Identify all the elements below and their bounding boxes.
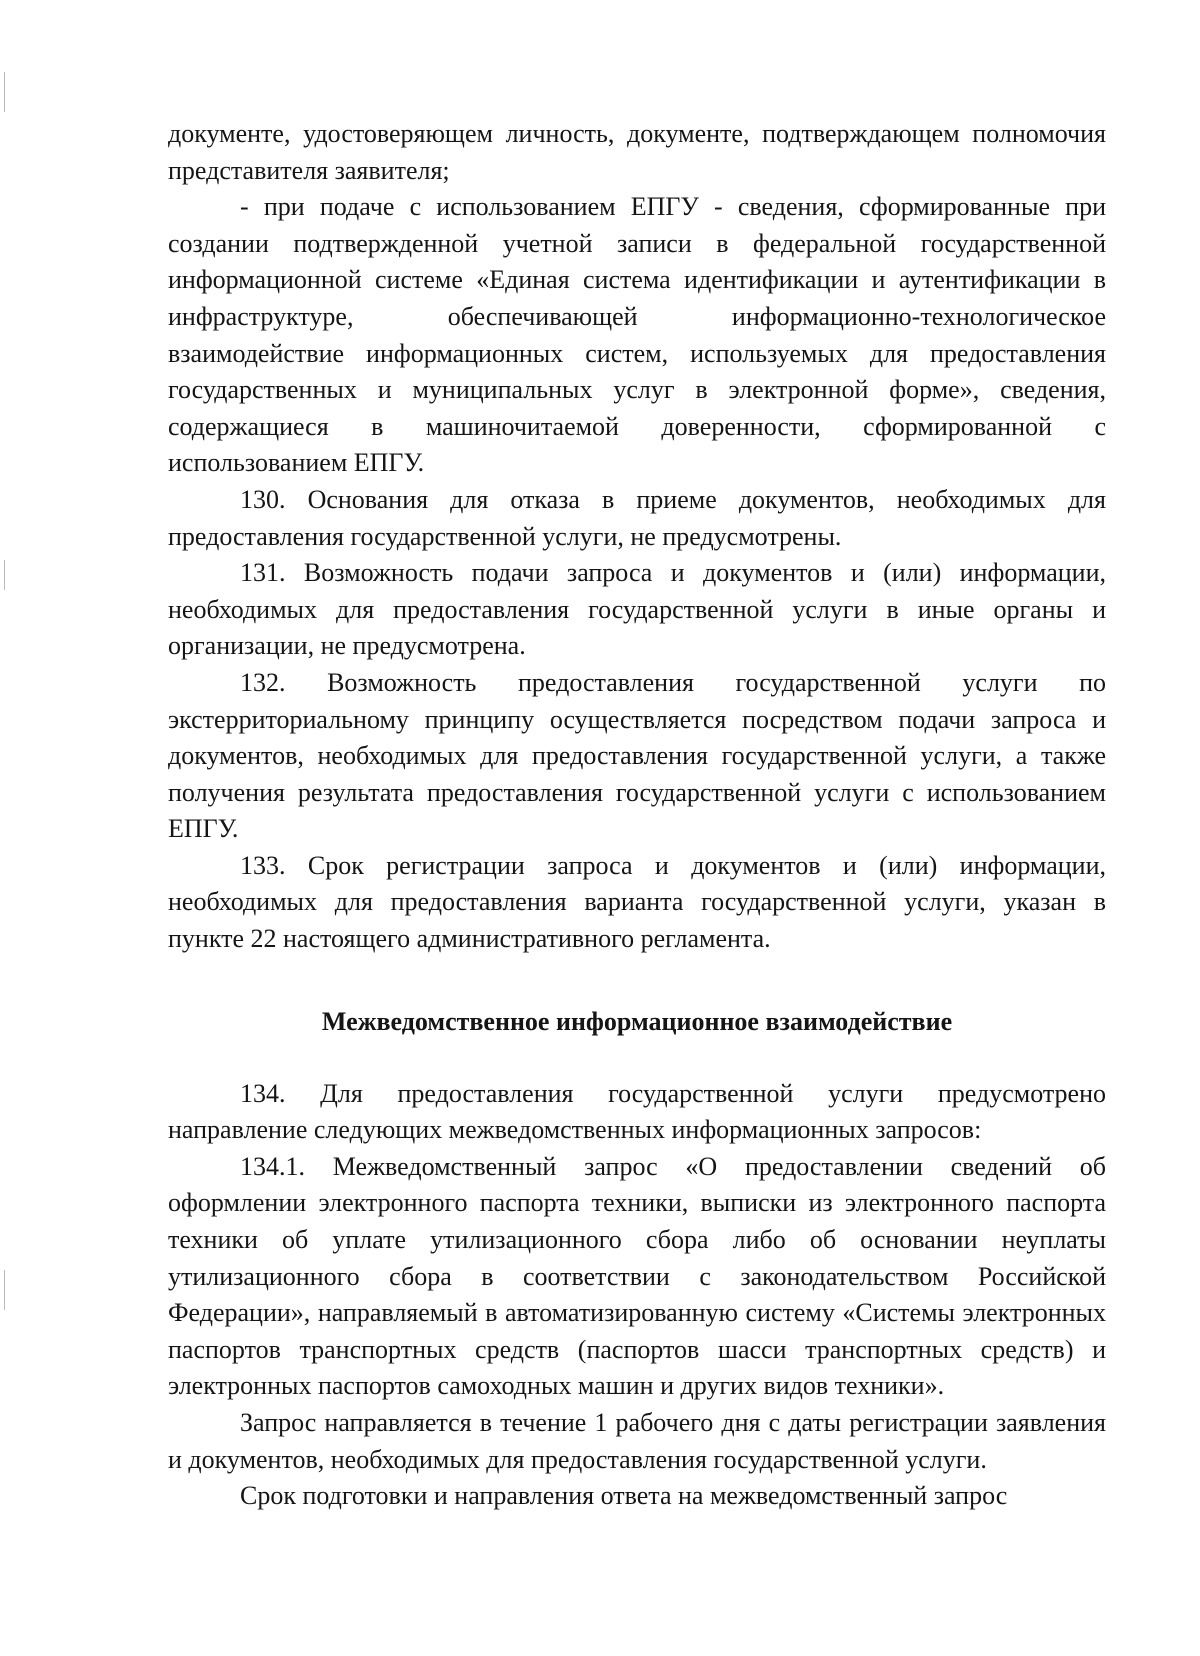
spacer (168, 1040, 1106, 1076)
paragraph-epgu-info: - при подаче с использованием ЕПГУ - сведения, сформированные при создании подтвержденной учетной записи в федеральной государственной информационной системе «Единая система идентификации и аутентификации в инфраструктуре, обеспечивающей информационно-технологическое взаимодействие информационных систем, используемых для предоставления государственных и муниципальных услуг в электронной форме», сведения, содержащиеся в машиночитаемой доверенности, сформированной с использованием ЕПГУ. (168, 192, 1106, 478)
paragraph-132: 132. Возможность предоставления государственной услуги по экстерриториальному принципу осуществляется посредством подачи запроса и документов, необходимых для предоставления государственной услуги, а также получения результата предоставления государственной услуги с использованием ЕПГУ. (168, 667, 1106, 844)
scan-edge-mark (4, 1270, 5, 1310)
paragraph-134-1: 134.1. Межведомственный запрос «О предоставлении сведений об оформлении электронного паспорта техники, выписки из электронного паспорта техники об уплате утилизационного сбора либо об основании неуплаты утилизационного сбора в соответствии с законодательством Российской Федерации», направляемый в автоматизированную систему «Системы электронных паспортов транспортных средств (паспортов шасси транспортных средств) и электронных паспортов самоходных машин и других видов техники». (168, 1151, 1106, 1401)
scan-edge-mark (4, 560, 5, 590)
scan-edge-mark (4, 72, 5, 112)
paragraph-131: 131. Возможность подачи запроса и документов и (или) информации, необходимых для предоставления государственной услуги в иные органы и организации, не предусмотрена. (168, 558, 1106, 661)
paragraph-continuation: документе, удостоверяющем личность, документе, подтверждающем полномочия представителя заявителя; (168, 119, 1106, 185)
paragraph-130: 130. Основания для отказа в приеме документов, необходимых для предоставления государственной услуги, не предусмотрены. (168, 484, 1106, 551)
paragraph-request-deadline: Запрос направляется в течение 1 рабочего дня с даты регистрации заявления и документов, необходимых для предоставления государственной услуги. (168, 1408, 1106, 1474)
paragraph-response-deadline: Срок подготовки и направления ответа на межведомственный запрос (240, 1481, 1008, 1511)
section-heading: Межведомственное информационное взаимодействие (321, 1006, 953, 1036)
paragraph-133: 133. Срок регистрации запроса и документов и (или) информации, необходимых для предоставления варианта государственной услуги, указан в пункте 22 настоящего административного регламента. (168, 850, 1106, 954)
document-body (168, 116, 1106, 1515)
spacer (168, 958, 1106, 1004)
paragraph-134: 134. Для предоставления государственной услуги предусмотрено направление следующих межведомственных информационных запросов: (168, 1078, 1106, 1145)
